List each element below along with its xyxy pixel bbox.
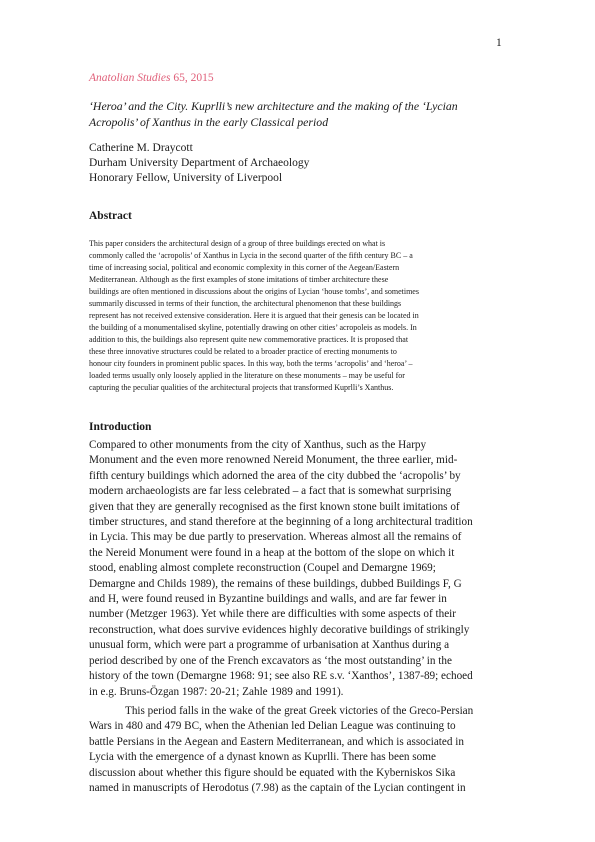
body-line: given that they are generally recognised as the first known stone built imitations of [89,500,460,513]
body-line: fifth century buildings which adorned the area of the city dubbed the ‘acropolis’ by [89,469,461,482]
author-name: Catherine M. Draycott [89,142,193,154]
abstract-line: honour city founders in prominent public spaces. In this way, both the terms ‘acropolis’ and ‘heroa’ – [89,359,413,368]
body-line: Compared to other monuments from the city of Xanthus, such as the Harpy [89,439,427,451]
body-line: stood, enabling almost complete reconstruction (Coupel and Demargne 1969; [89,562,436,575]
abstract-line: addition to this, the buildings also represent quite new commemorative practices. It is proposed that [89,335,409,344]
body-line: the Nereid Monument were found in a heap at the bottom of the slope on which it [89,546,455,559]
paragraph [89,704,509,796]
body-line: modern archaeologists are far less celebrated – a fact that is somewhat surprising [89,485,452,498]
body-line: Monument and the even more renowned Nereid Monument, the three earlier, mid- [89,454,458,467]
abstract-heading: Abstract [89,210,132,222]
abstract-line: buildings are often mentioned in discussions about the origins of Lycian ‘house tombs’, and sometimes [89,287,419,296]
journal-citation [89,72,214,84]
body-line: Wars in 480 and 479 BC, when the Athenian led Delian League was continuing to [89,720,456,733]
page-number: 1 [496,37,502,49]
abstract-line: This paper considers the architectural design of a group of three buildings erected on what is [89,239,386,248]
paragraph [89,438,509,700]
introduction-heading: Introduction [89,421,152,433]
body-line: history of the town (Demargne 1968: 91; see also RE s.v. ‘Xanthos’, 1387-89; echoed [89,670,473,683]
body-line: discussion about whether this figure should be equated with the Kyberniskos Sika [89,766,456,779]
body-line: reconstruction, what does survive evidences highly decorative buildings of strikingly [89,623,470,636]
body-line: battle Persians in the Aegean and Eastern Mediterranean, and which is associated in [89,735,464,748]
body-line: timber structures, and stand therefore at the beginning of a long architectural tradition [89,516,473,529]
abstract-body [89,238,509,394]
body-line: period described by one of the French excavators as ‘the most outstanding’ in the [89,654,452,667]
abstract-line: time of increasing social, political and economic complexity in this corner of the Aegean/Eastern [89,263,400,272]
journal-volume: 65, 2015 [173,72,214,84]
abstract-line: summarily discussed in terms of their function, the architectural phenomenon that these buildings [89,299,402,308]
article-title [89,98,519,130]
abstract-line: commonly called the ‘acropolis’ of Xanthus in Lycia in the second quarter of the fifth century BC – a [89,251,413,260]
body-line: number (Metzger 1963). Yet while there are difficulties with some aspects of their [89,608,457,621]
body-line: and H, were found reused in Byzantine buildings and walls, and are far fewer in [89,593,447,606]
abstract-line: the building of a monumentalised skyline, potentially drawing on other cities’ acropoleis as models. In [89,323,417,332]
body-line: named in manuscripts of Herodotus (7.98) as the captain of the Lycian contingent in [89,781,466,794]
body-line: in e.g. Bruns-Özgan 1987: 20-21; Zahle 1989 and 1991). [89,685,344,698]
abstract-line: Mediterranean. Although as the first examples of stone imitations of timber architecture these [89,275,389,284]
body-line: Lycia with the emergence of a dynast known as Kuprlli. There has been some [89,751,436,764]
author-block [89,141,309,186]
journal-name: Anatolian Studies [89,72,171,84]
body-line: unusual form, which were part a programme of urbanisation at Xanthus during a [89,639,450,652]
body-line: This period falls in the wake of the great Greek victories of the Greco-Persian [125,704,474,717]
abstract-line: capturing the peculiar qualities of the architectural projects that transformed Kuprlli’s Xanthus. [89,383,394,392]
abstract-line: loaded terms usually only loosely applied in the literature on these monuments – may be useful for [89,371,405,380]
introduction-body [89,438,509,796]
title-line: Acropolis’ of Xanthus in the early Classical period [89,115,329,129]
title-line: ‘Heroa’ and the City. Kuprlli’s new architecture and the making of the ‘Lycian [89,99,458,113]
body-line: Demargne and Childs 1989), the remains of these buildings, dubbed Buildings F, G [89,577,462,590]
author-affiliation: Durham University Department of Archaeology [89,157,310,169]
abstract-line: these three innovative structures could be related to a broader practice of erecting monuments to [89,347,397,356]
abstract-line: represent has not received extensive consideration. Here it is argued that their genesis can be located in [89,311,419,320]
body-line: in Lycia. This may be due partly to preservation. Whereas almost all the remains of [89,531,462,544]
author-affiliation: Honorary Fellow, University of Liverpool [89,172,283,184]
